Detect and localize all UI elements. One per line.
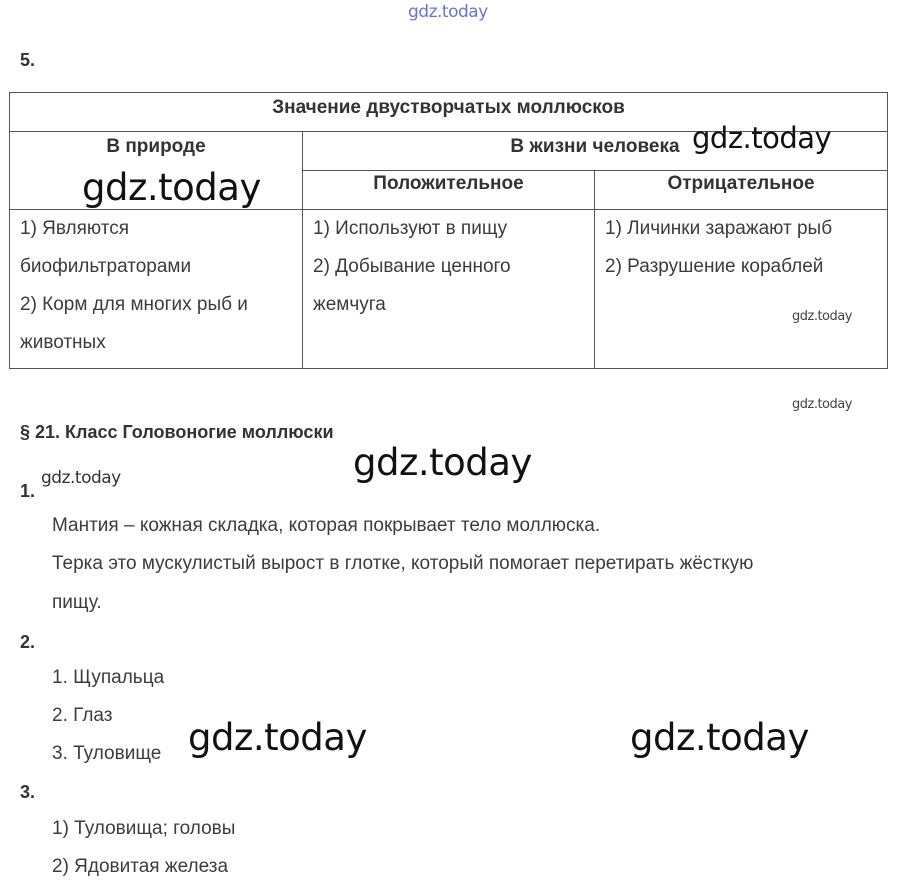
- q1-number: 1.: [20, 481, 36, 501]
- list-item: 1) Личинки заражают рыб: [605, 218, 833, 239]
- header-human: В жизни человека: [303, 132, 888, 171]
- q2-number: 2.: [20, 632, 36, 652]
- table-title: Значение двустворчатых моллюсков: [10, 93, 888, 132]
- cell-nature: [10, 210, 303, 369]
- cell-positive: [303, 210, 595, 369]
- list-item: жемчуга: [313, 294, 386, 315]
- q1-line-2: Терка это мускулистый вырост в глотке, который помогает перетирать жёсткую: [52, 553, 754, 574]
- list-item: животных: [20, 332, 106, 353]
- header-positive: Положительное: [303, 171, 595, 210]
- watermark-table-left: gdz.today: [82, 166, 261, 209]
- watermark-small-right: gdz.today: [792, 397, 852, 412]
- cell-negative: [595, 210, 888, 369]
- list-item: 1. Щупальца: [52, 667, 165, 688]
- list-item: 2. Глаз: [52, 705, 113, 726]
- list-item: 1) Используют в пищу: [313, 218, 508, 239]
- list-item: 3. Туловище: [52, 743, 162, 764]
- watermark-top: gdz.today: [408, 2, 488, 22]
- q1-line-1: Мантия – кожная складка, которая покрывает тело моллюска.: [52, 515, 601, 536]
- list-item: 2) Ядовитая железа: [52, 856, 229, 877]
- watermark-center: gdz.today: [353, 441, 532, 484]
- task-5-number: 5.: [20, 50, 36, 70]
- watermark-bottom-left: gdz.today: [188, 716, 367, 759]
- list-item: 1) Туловища; головы: [52, 818, 236, 839]
- list-item: биофильтраторами: [20, 256, 192, 277]
- watermark-table-small: gdz.today: [792, 309, 852, 324]
- section-title: § 21. Класс Головоногие моллюски: [20, 422, 334, 442]
- q3-number: 3.: [20, 782, 36, 802]
- watermark-bottom-right: gdz.today: [630, 716, 809, 759]
- q1-line-3: пищу.: [52, 592, 102, 613]
- watermark-table-right: gdz.today: [692, 121, 832, 155]
- header-nature-label: В природе: [106, 136, 206, 157]
- watermark-q1: gdz.today: [41, 468, 121, 488]
- list-item: 1) Являются: [20, 218, 130, 239]
- header-negative: Отрицательное: [595, 171, 888, 210]
- list-item: 2) Корм для многих рыб и: [20, 294, 248, 315]
- list-item: 2) Разрушение кораблей: [605, 256, 824, 277]
- list-item: 2) Добывание ценного: [313, 256, 511, 277]
